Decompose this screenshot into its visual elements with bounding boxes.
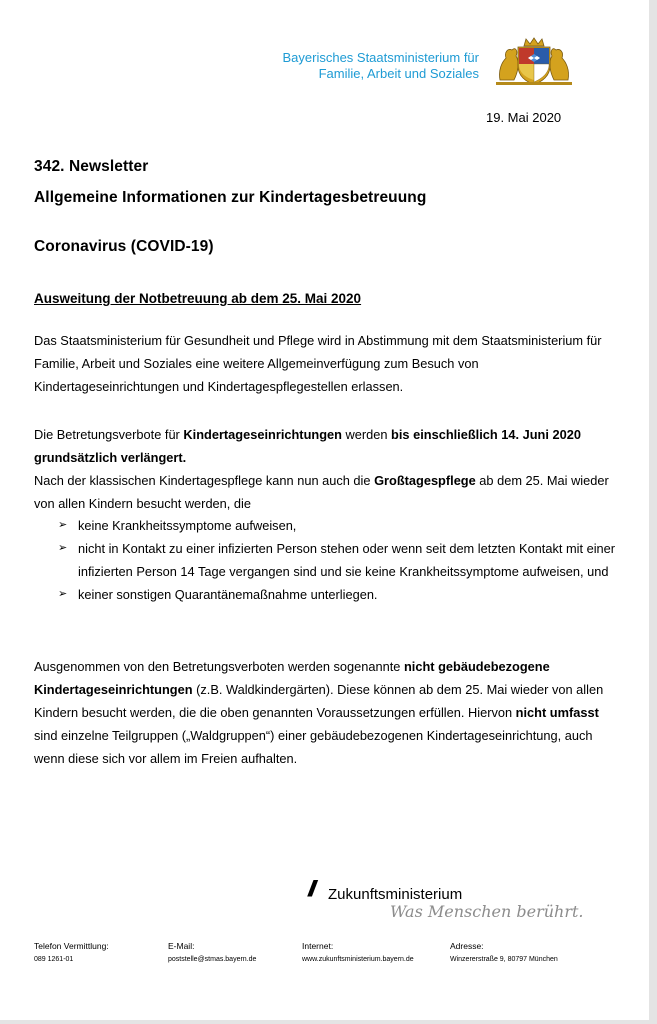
paragraph-2	[34, 423, 624, 515]
list-item	[58, 514, 628, 537]
ministry-name-line1: Bayerisches Staatsministerium für	[282, 50, 479, 65]
paragraph-2-text-4: ab dem 25. Mai wieder von allen Kindern besucht werden, die	[34, 473, 609, 511]
section-heading: Ausweitung der Notbetreuung ab dem 25. Mai 2020	[34, 291, 362, 306]
footer-email-value: poststelle@stmas.bayern.de	[168, 956, 257, 963]
paragraph-2-text-1: Die Betretungsverbote für	[34, 427, 184, 442]
paragraph-2-bold-1: Kindertageseinrichtungen	[183, 427, 342, 442]
zukunftsministerium-logo	[308, 876, 584, 926]
arrow-bullet-icon: ➢	[58, 542, 68, 554]
footer-phone	[34, 940, 109, 966]
list-item-text: keine Krankheitssymptome aufweisen,	[78, 518, 297, 533]
newsletter-number: 342. Newsletter	[34, 158, 149, 175]
footer-email-label: E-Mail:	[168, 941, 195, 951]
logo-name: Zukunftsministerium	[328, 886, 463, 903]
footer-email	[168, 940, 256, 966]
paragraph-3-bold-2: nicht umfasst	[515, 705, 599, 720]
footer-address-label: Adresse:	[450, 941, 484, 951]
ministry-name	[282, 50, 479, 82]
page-shadow-right	[649, 0, 657, 1024]
footer-internet-label: Internet:	[302, 941, 334, 951]
paragraph-3-text-3: sind einzelne Teilgruppen („Waldgruppen“) einer gebäudebezogenen Kindertageseinrichtung, auch wenn diese sich vor allem im Freien aufhalten.	[34, 728, 593, 766]
list-item	[58, 537, 628, 583]
paragraph-2-bold-3: Großtagespflege	[374, 473, 476, 488]
paragraph-3	[34, 655, 624, 770]
arrow-bullet-icon: ➢	[58, 588, 68, 600]
ministry-name-line2: Familie, Arbeit und Soziales	[318, 66, 479, 81]
footer-address-value: Winzererstraße 9, 80797 München	[450, 956, 558, 963]
paragraph-3-text-2: (z.B. Waldkindergärten). Diese können ab dem 25. Mai wieder von allen Kindern besucht werden, die die oben genannten Voraussetzungen erfüllen. Hiervon	[34, 682, 604, 720]
page-shadow-bottom	[0, 1020, 657, 1024]
paragraph-2-text-3: Nach der klassischen Kindertagespflege kann nun auch die	[34, 473, 375, 488]
footer-phone-value: 089 1261-01	[34, 956, 74, 963]
condition-list	[58, 514, 628, 606]
document-date: 19. Mai 2020	[486, 110, 562, 125]
bavarian-coat-of-arms-icon	[496, 36, 572, 86]
arrow-bullet-icon: ➢	[58, 519, 68, 531]
paragraph-3-text-1: Ausgenommen von den Betretungsverboten werden sogenannte	[34, 659, 404, 674]
footer-address	[450, 940, 558, 966]
logo-slash-mark: //	[308, 876, 313, 901]
paragraph-2-bold-2: bis einschließlich 14. Juni 2020 grundsätzlich verlängert.	[34, 427, 581, 465]
list-item	[58, 583, 628, 606]
newsletter-subtitle: Coronavirus (COVID-19)	[34, 238, 214, 255]
paragraph-3-bold-1: nicht gebäudebezogene Kindertageseinrichtungen	[34, 659, 550, 697]
list-item-text: nicht in Kontakt zu einer infizierten Person stehen oder wenn seit dem letzten Kontakt mit einer infizierten Person 14 Tage vergangen sind und sie keine Krankheitssymptome aufweisen, und	[78, 541, 616, 579]
paragraph-2-text-2: werden	[341, 427, 392, 442]
footer-internet-value: www.zukunftsministerium.bayern.de	[302, 956, 414, 963]
newsletter-title: Allgemeine Informationen zur Kindertagesbetreuung	[34, 189, 427, 206]
paragraph-1: Das Staatsministerium für Gesundheit und Pflege wird in Abstimmung mit dem Staatsministerium für Familie, Arbeit und Soziales eine weitere Allgemeinverfügung zum Besuch von Kindertageseinrichtungen und Kindertagespflegestellen erlassen.	[34, 333, 602, 394]
footer-internet	[302, 940, 414, 966]
footer-phone-label: Telefon Vermittlung:	[34, 941, 109, 951]
list-item-text: keiner sonstigen Quarantänemaßnahme unterliegen.	[78, 587, 378, 602]
logo-tagline: Was Menschen berührt.	[390, 902, 584, 921]
